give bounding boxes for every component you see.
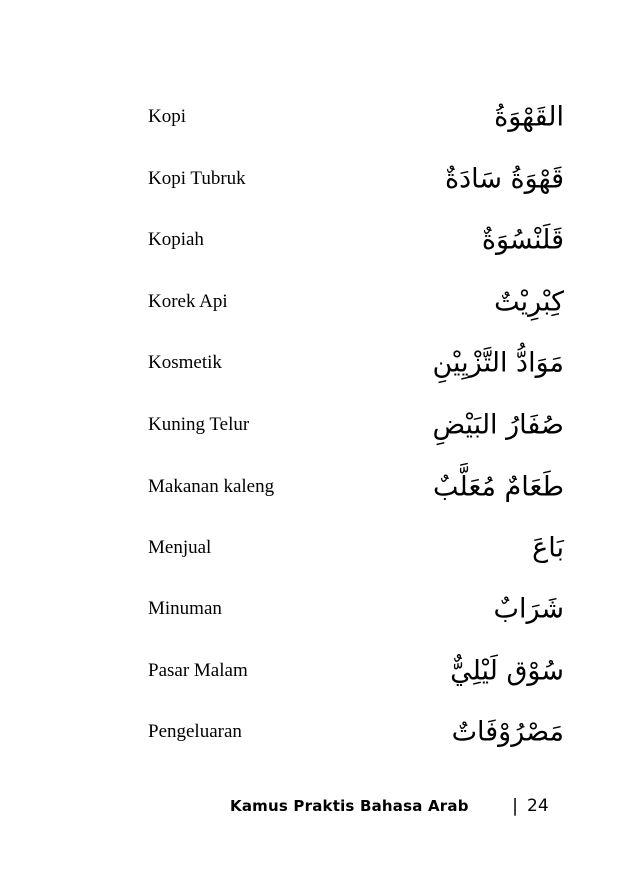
arabic-word: القَهْوَةُ <box>494 101 564 133</box>
arabic-word: مَوَادُّ التَّزْيِيْنِ <box>432 347 564 379</box>
indonesian-word: Kopi Tubruk <box>148 168 246 189</box>
indonesian-word: Kosmetik <box>148 352 222 373</box>
arabic-word: سُوْق لَيْلِيٌّ <box>450 655 564 687</box>
footer-separator: | <box>512 795 519 817</box>
indonesian-word: Pengeluaran <box>148 721 242 742</box>
indonesian-word: Kopi <box>148 106 186 127</box>
dictionary-entry <box>0 282 638 322</box>
dictionary-entry <box>0 651 638 691</box>
page-footer <box>0 790 638 822</box>
book-title: Kamus Praktis Bahasa Arab <box>230 797 469 815</box>
page-number: 24 <box>527 796 549 816</box>
arabic-word: قَلَنْسُوَةٌ <box>481 224 564 256</box>
indonesian-word: Pasar Malam <box>148 660 248 681</box>
arabic-word: مَصْرُوْفَاتٌ <box>451 716 564 748</box>
dictionary-entry <box>0 97 638 137</box>
dictionary-entry <box>0 343 638 383</box>
dictionary-entry <box>0 159 638 199</box>
dictionary-entry <box>0 528 638 568</box>
arabic-word: شَرَابٌ <box>493 593 564 625</box>
indonesian-word: Korek Api <box>148 291 228 312</box>
arabic-word: قَهْوَةُ سَادَةٌ <box>444 163 564 195</box>
indonesian-word: Kuning Telur <box>148 414 250 435</box>
arabic-word: بَاعَ <box>532 532 564 564</box>
dictionary-entry <box>0 220 638 260</box>
indonesian-word: Makanan kaleng <box>148 476 275 497</box>
dictionary-entry <box>0 712 638 752</box>
arabic-word: كِبْرِيْتٌ <box>494 286 564 318</box>
arabic-word: طَعَامٌ مُعَلَّبٌ <box>433 471 564 503</box>
arabic-word: صُفَارُ البَيْضِ <box>432 409 564 441</box>
indonesian-word: Menjual <box>148 537 212 558</box>
indonesian-word: Kopiah <box>148 229 204 250</box>
indonesian-word: Minuman <box>148 598 222 619</box>
dictionary-entry <box>0 405 638 445</box>
dictionary-entry <box>0 589 638 629</box>
dictionary-entry <box>0 467 638 507</box>
